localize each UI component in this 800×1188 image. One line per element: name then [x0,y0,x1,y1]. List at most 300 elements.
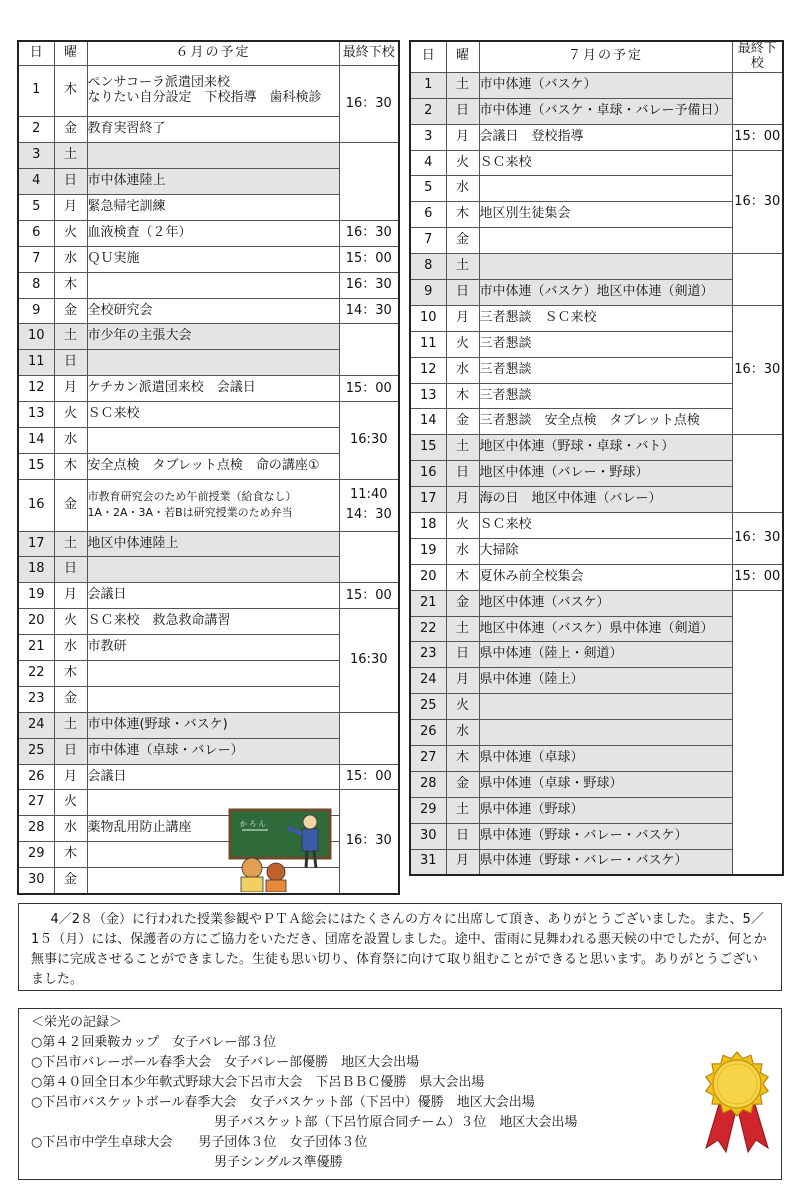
dismissal-time-text: 16：30 [345,833,392,849]
event-cell [87,272,339,298]
july-schedule-body [410,72,783,875]
schedule-row [410,823,783,849]
schedule-row [410,849,783,875]
weekday: 月 [446,487,479,513]
event-cell [479,487,732,513]
event-text: 地区中体連（バスケ） [479,594,610,610]
event-text: 三者懇談 [479,335,532,351]
event-cell [479,202,732,228]
schedule-row [18,220,399,246]
day-number: 18 [410,513,446,539]
event-text: ＳＣ来校 救急救命講習 [87,613,231,629]
event-text: 県中体連（野球・バレー・バスケ） [479,827,688,843]
day-number: 7 [410,228,446,254]
day-number: 25 [18,738,54,764]
event-cell [479,461,732,487]
schedule-row [18,531,399,557]
day-number: 28 [410,771,446,797]
june-schedule-table [17,40,400,895]
event-cell [87,764,339,790]
day-number: 8 [18,272,54,298]
weekday: 月 [446,668,479,694]
schedule-row [410,280,783,306]
event-text: 市中体連（卓球・バレー） [87,742,244,758]
event-cell [479,642,732,668]
schedule-row [18,712,399,738]
day-number: 20 [18,609,54,635]
event-text: 大掃除 [479,542,519,558]
event-text: 市中体連（バスケ） [479,76,597,92]
schedule-row [410,461,783,487]
day-number: 21 [18,635,54,661]
weekday: 金 [54,298,87,324]
day-number: 26 [410,720,446,746]
schedule-row [410,487,783,513]
day-number: 29 [18,842,54,868]
day-number: 11 [410,331,446,357]
weekday: 水 [446,357,479,383]
schedule-row [410,357,783,383]
weekday: 日 [446,461,479,487]
day-number: 19 [18,583,54,609]
weekday: 木 [54,272,87,298]
day-number: 15 [18,453,54,479]
event-cell [479,720,732,746]
weekday: 土 [54,143,87,169]
event-cell [87,65,339,117]
event-cell [479,331,732,357]
event-cell [479,771,732,797]
event-cell [87,712,339,738]
event-cell [87,738,339,764]
schedule-row [410,746,783,772]
weekday: 金 [54,686,87,712]
event-cell [87,324,339,350]
dismissal-time [339,583,399,609]
event-cell [87,453,339,479]
event-cell [87,427,339,453]
event-text: 三者懇談 [479,361,532,377]
day-number: 24 [18,712,54,738]
weekday: 土 [54,712,87,738]
dismissal-time [339,531,399,583]
day-number: 23 [410,642,446,668]
schedule-row [18,298,399,324]
day-number: 26 [18,764,54,790]
june-title: ６月の予定 [87,41,339,65]
day-number: 6 [410,202,446,228]
day-number: 11 [18,350,54,376]
july-title: ７月の予定 [479,41,732,72]
dismissal-time-text: 16：30 [734,530,781,546]
schedule-row [410,176,783,202]
event-text: 市少年の主張大会 [87,328,192,344]
weekday-column-header: 曜 [446,41,479,72]
award-item: 男子バスケット部（下呂竹原合同チーム）３位 地区大会出場 [214,1115,578,1130]
weekday: 水 [54,635,87,661]
event-cell [479,305,732,331]
event-text: 県中体連（卓球） [479,750,584,765]
day-number: 17 [410,487,446,513]
weekday: 金 [446,771,479,797]
weekday: 土 [446,616,479,642]
dismissal-time-text: 14：30 [345,302,392,318]
schedule-row [410,694,783,720]
award-item: ○下呂市バレーボール春季大会 女子バレー部優勝 地区大会出場 [31,1055,420,1070]
day-number: 30 [410,823,446,849]
day-number: 5 [18,194,54,220]
schedule-row [410,305,783,331]
event-cell [479,409,732,435]
schedule-row [18,790,399,816]
day-number: 7 [18,246,54,272]
dismissal-time-text: 16：30 [734,362,781,378]
weekday: 月 [54,583,87,609]
weekday: 水 [54,246,87,272]
schedule-row [18,324,399,350]
day-number: 4 [410,150,446,176]
day-number: 22 [410,616,446,642]
dismissal-time [339,790,399,894]
award-item: ○第４２回乗鞍カップ 女子バレー部３位 [31,1035,277,1050]
weekday: 金 [446,228,479,254]
weekday: 日 [54,738,87,764]
dismissal-time [339,246,399,272]
event-cell [87,350,339,376]
event-text: 薬物乱用防止講座 [87,820,192,836]
dismissal-time [732,305,783,434]
event-cell [479,849,732,875]
schedule-row [18,764,399,790]
event-text: 血液検査（２年） [87,224,192,240]
schedule-row [410,435,783,461]
event-text: 夏休み前全校集会 [479,568,584,584]
weekday: 月 [446,849,479,875]
dismissal-time [339,764,399,790]
dismissal-time-text: 16:30 [350,652,388,668]
weekday: 日 [54,169,87,195]
weekday: 日 [446,280,479,306]
day-number: 25 [410,694,446,720]
weekday: 水 [54,427,87,453]
weekday: 金 [54,117,87,143]
day-number: 27 [18,790,54,816]
day-column-header: 日 [410,41,446,72]
event-text: 三者懇談 ＳＣ来校 [479,309,597,325]
day-number: 17 [18,531,54,557]
weekday: 木 [54,65,87,117]
event-cell [479,150,732,176]
award-item: ○下呂市中学生卓球大会 男子団体３位 女子団体３位 [31,1135,368,1150]
event-cell [87,635,339,661]
weekday: 土 [446,72,479,98]
day-number: 16 [410,461,446,487]
schedule-row [410,538,783,564]
event-text: 地区中体連（バスケ）県中体連（剣道） [479,620,714,636]
dismissal-time [339,402,399,480]
event-cell [479,823,732,849]
schedule-row [18,402,399,428]
weekday: 水 [54,816,87,842]
weekday: 木 [446,202,479,228]
day-number: 21 [410,590,446,616]
weekday: 火 [446,513,479,539]
event-cell [479,176,732,202]
schedule-row [410,564,783,590]
event-cell [479,124,732,150]
weekday: 土 [446,254,479,280]
day-number: 9 [410,280,446,306]
schedule-row [410,642,783,668]
awards-box [18,1008,782,1180]
schedule-row [18,143,399,169]
weekday: 月 [54,194,87,220]
day-number: 14 [410,409,446,435]
dismissal-time-text: 16：30 [345,95,392,111]
award-item: 男子シングルス準優勝 [214,1155,343,1170]
weekday: 火 [54,402,87,428]
weekday: 月 [446,124,479,150]
schedule-row [410,590,783,616]
dismissal-time [339,479,399,531]
event-text: 県中体連（陸上・剣道） [479,646,623,662]
schedule-row [18,609,399,635]
dismissal-time-text: 16：30 [345,277,392,293]
dismissal-time [732,72,783,124]
event-cell [479,254,732,280]
day-number: 28 [18,816,54,842]
weekday: 月 [54,764,87,790]
weekday: 水 [446,176,479,202]
day-number: 10 [18,324,54,350]
dismissal-time [339,143,399,221]
event-text: 県中体連（野球） [479,801,584,817]
event-cell [479,694,732,720]
day-number: 20 [410,564,446,590]
day-number: 12 [18,376,54,402]
svg-text:か ろ ん: か ろ ん [240,820,266,828]
dismissal-time [732,564,783,590]
event-cell [479,668,732,694]
july-schedule-table [409,40,784,876]
awards-list [31,1033,769,1173]
schedule-row [410,202,783,228]
event-text: 地区中体連陸上 [87,535,179,551]
event-text: 市教研 [87,639,127,655]
weekday: 木 [446,746,479,772]
event-text: ＳＣ来校 [479,154,532,170]
event-cell [87,531,339,557]
event-text: 緊急帰宅訓練 [87,198,166,214]
event-cell [87,143,339,169]
weekday: 木 [446,383,479,409]
event-cell [479,797,732,823]
weekday: 月 [446,305,479,331]
dismissal-time [339,324,399,376]
weekday: 日 [446,642,479,668]
event-text: 市中体連（バスケ）地区中体連（剣道） [479,283,714,299]
schedule-row [410,98,783,124]
weekday: 木 [446,564,479,590]
day-number: 27 [410,746,446,772]
day-number: 30 [18,868,54,894]
dismissal-time [732,513,783,565]
weekday: 日 [54,557,87,583]
dismissal-time-text: 15：00 [734,569,781,585]
award-item: ○第４０回全日本少年軟式野球大会下呂市大会 下呂ＢＢＣ優勝 県大会出場 [31,1075,485,1090]
day-number: 9 [18,298,54,324]
day-number: 12 [410,357,446,383]
schedule-row [410,720,783,746]
schedule-row [410,771,783,797]
weekday: 火 [54,220,87,246]
dismissal-time [339,376,399,402]
dismissal-time-text: 11:40 [350,487,388,503]
event-text: 会議日 [87,587,127,603]
day-number: 2 [410,98,446,124]
weekday: 土 [446,797,479,823]
event-cell [479,538,732,564]
event-text: 地区別生徒集会 [479,206,571,222]
schedule-row [410,331,783,357]
dismissal-time [732,590,783,875]
dismissal-time [339,65,399,143]
schedule-row [410,72,783,98]
schedule-row [410,254,783,280]
event-cell [479,746,732,772]
event-cell [87,661,339,687]
event-text: ＳＣ来校 [479,516,532,532]
event-text: 県中体連（陸上） [479,672,584,688]
dismissal-time-text: 16：30 [734,193,781,209]
awards-title: ＜栄光の記録＞ [31,1015,123,1030]
event-text: ＱＵ実施 [87,250,140,266]
event-text: 市中体連陸上 [87,173,166,189]
schedule-row [410,409,783,435]
event-text: 三者懇談 安全点検 タブレット点検 [479,413,700,429]
dismissal-time [732,435,783,513]
schedule-row [410,797,783,823]
july-header-row [410,41,783,72]
event-text: 三者懇談 [479,387,532,403]
award-item: ○下呂市バスケットボール春季大会 女子バスケット部（下呂中）優勝 地区大会出場 [31,1095,535,1110]
event-text: 教育実習終了 [87,121,166,137]
day-column-header: 日 [18,41,54,65]
schedule-row [410,668,783,694]
weekday: 日 [446,823,479,849]
day-number: 16 [18,479,54,531]
event-cell [479,616,732,642]
day-number: 2 [18,117,54,143]
event-cell [479,98,732,124]
schedule-row [18,376,399,402]
day-number: 6 [18,220,54,246]
day-number: 3 [410,124,446,150]
event-text: 市教育研究会のため午前授業（給食なし） [87,490,297,504]
weekday: 火 [446,331,479,357]
dismissal-time [339,272,399,298]
schedule-row [18,272,399,298]
schedule-row [410,124,783,150]
event-cell [479,280,732,306]
weekday: 金 [446,590,479,616]
schedule-row [18,479,399,531]
event-text: 市中体連（バスケ・卓球・バレー予備日） [479,102,727,118]
event-cell [87,298,339,324]
dismissal-time [732,150,783,254]
event-text: 会議日 [87,768,127,784]
day-number: 5 [410,176,446,202]
schedule-row [410,383,783,409]
day-number: 3 [18,143,54,169]
weekday: 火 [446,150,479,176]
event-text: 市中体連(野球・バスケ) [87,716,228,732]
dismissal-time-text: 15：00 [345,380,392,396]
weekday: 金 [54,868,87,894]
weekday: 水 [446,720,479,746]
event-cell [87,376,339,402]
day-number: 22 [18,661,54,687]
weekday: 土 [54,531,87,557]
event-cell [87,402,339,428]
schedule-row [410,616,783,642]
schedule-row [18,583,399,609]
weekday: 金 [54,479,87,531]
schedule-row [410,228,783,254]
dismissal-time-text: 15：00 [345,768,392,784]
schedule-row [18,65,399,117]
weekday: 月 [54,376,87,402]
weekday-column-header: 曜 [54,41,87,65]
weekday: 火 [446,694,479,720]
weekday: 土 [446,435,479,461]
event-cell [479,383,732,409]
event-cell [479,228,732,254]
event-cell [87,479,339,531]
event-cell [87,246,339,272]
day-number: 8 [410,254,446,280]
dismissal-time [339,712,399,764]
event-text: ケチカン派遣団来校 会議日 [87,380,256,396]
dismissal-time [339,298,399,324]
event-text: ＳＣ来校 [87,406,140,422]
day-number: 13 [18,402,54,428]
day-number: 13 [410,383,446,409]
event-text: ペンサコーラ派遣団来校 [87,74,230,90]
dismissal-time-text: 16：30 [345,225,392,241]
teacher-chalkboard-illustration [228,806,332,892]
event-text: 地区中体連（野球・卓球・バト） [479,439,675,455]
day-number: 24 [410,668,446,694]
dismissal-time-text: 16:30 [350,432,388,448]
dismissal-time [732,124,783,150]
event-cell [87,117,339,143]
event-cell [87,169,339,195]
notice-text: 4／2８（金）に行われた授業参観やＰＴＡ総会にはたくさんの方々に出席して頂き、ありがとうございました。また、5／1５（月）には、保護者の方にご協力をいただき、団席を設置しました。途中、雷雨に見舞われる悪天候の中でしたが、何とか無事に完成させることができました。生徒も思い切り、体育祭に向けて取り組むことができると思います。ありがとうございました。 [31,912,767,988]
event-text: 地区中体連（バレー・野球） [479,465,649,481]
day-number: 10 [410,305,446,331]
weekday: 木 [54,453,87,479]
event-text: 会議日 登校指導 [479,128,584,144]
weekday: 金 [446,409,479,435]
weekday: 水 [446,538,479,564]
weekday: 日 [446,98,479,124]
event-cell [479,564,732,590]
june-header-row [18,41,399,65]
event-cell [87,194,339,220]
dismissal-time [732,254,783,306]
schedule-row [410,150,783,176]
